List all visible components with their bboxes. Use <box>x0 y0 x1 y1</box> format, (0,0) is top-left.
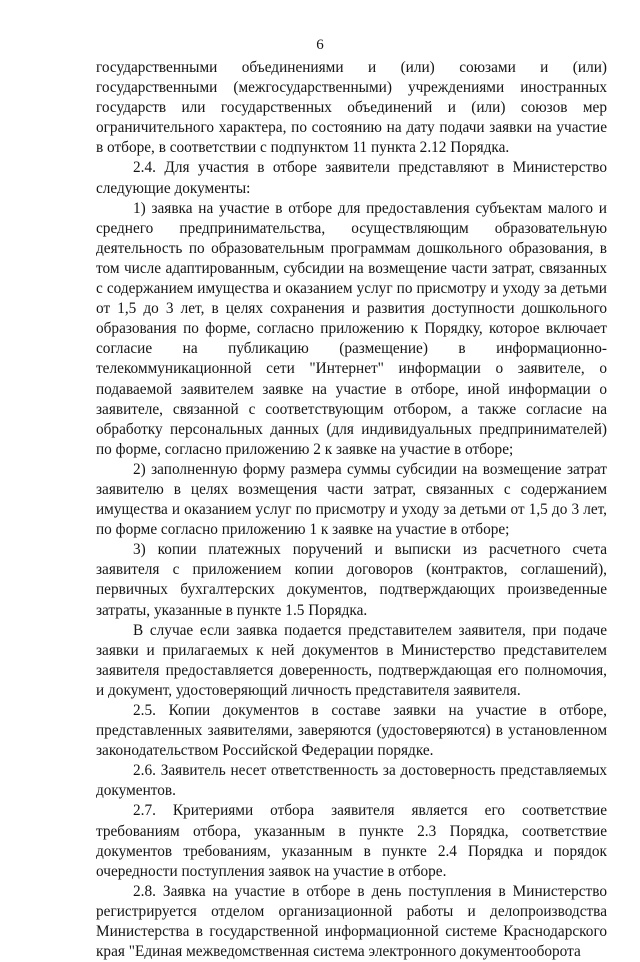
paragraph: 1) заявка на участие в отборе для предоставления субъектам малого и среднего предпринимательства, осуществляющим образовательную деятельность по образовательным программам дошкольного образования, в том числе адаптированным, субсидии на возмещение части затрат, связанных с содержанием имущества и оказанием услуг по присмотру и уходу за детьми от 1,5 до 3 лет, в целях сохранения и развития доступности дошкольного образования по форме, согласно приложению к Порядку, которое включает согласие на публикацию (размещение) в информационно-телекоммуникационной сети "Интернет" информации о заявителе, о подаваемой заявителем заявке на участие в отборе, иной информации о заявителе, связанной с соответствующим отбором, а также согласие на обработку персональных данных (для индивидуальных предпринимателей) по форме, согласно приложению 2 к заявке на участие в отборе; <box>96 199 607 458</box>
paragraph: 2.4. Для участия в отборе заявители представляют в Министерство следующие документы: <box>96 159 607 197</box>
paragraph: 2.5. Копии документов в составе заявки на участие в отборе, представленных заявителями, заверяются (удостоверяются) в установленном законодательством Российской Федерации порядке. <box>96 702 607 760</box>
paragraph: государственными объединениями и (или) союзами и (или) государственными (межгосударственными) учреждениями иностранных государств или государственных объединений и (или) союзов мер ограничительного характера, по состоянию на дату подачи заявки на участие в отборе, в соответствии с подпунктом 11 пункта 2.12 Порядка. <box>96 59 607 157</box>
paragraph: 2.7. Критериями отбора заявителя является его соответствие требованиям отбора, указанным в пункте 2.3 Порядка, соответствие документов требованиям, указанным в пункте 2.4 Порядка и порядок очередности поступления заявок на участие в отборе. <box>96 802 607 880</box>
paragraph: В случае если заявка подается представителем заявителя, при подаче заявки и прилагаемых к ней документов в Министерство представителем заявителя предоставляется доверенность, подтверждающая его полномочия, и документ, удостоверяющий личность представителя заявителя. <box>96 621 607 699</box>
paragraph: 2) заполненную форму размера суммы субсидии на возмещение затрат заявителю в целях возмещения части затрат, связанных с содержанием имущества и оказанием услуг по присмотру и уходу за детьми от 1,5 до 3 лет, по форме согласно приложению 1 к заявке на участие в отборе; <box>96 460 607 539</box>
paragraph: 2.8. Заявка на участие в отборе в день поступления в Министерство регистрируется отделом организационной работы и делопроизводства Министерства в государственной информационной системе Краснодарского края "Единая межведомственная система электронного документооборота <box>96 882 607 961</box>
paragraph: 2.6. Заявитель несет ответственность за достоверность представляемых документов. <box>96 762 607 800</box>
paragraph: 3) копии платежных поручений и выписки из расчетного счета заявителя с приложением копии договоров (контрактов, соглашений), первичных бухгалтерских документов, подтверждающих произведенные затраты, указанные в пункте 1.5 Порядка. <box>96 541 607 619</box>
document-body <box>96 58 607 962</box>
page-number: 6 <box>316 37 324 53</box>
